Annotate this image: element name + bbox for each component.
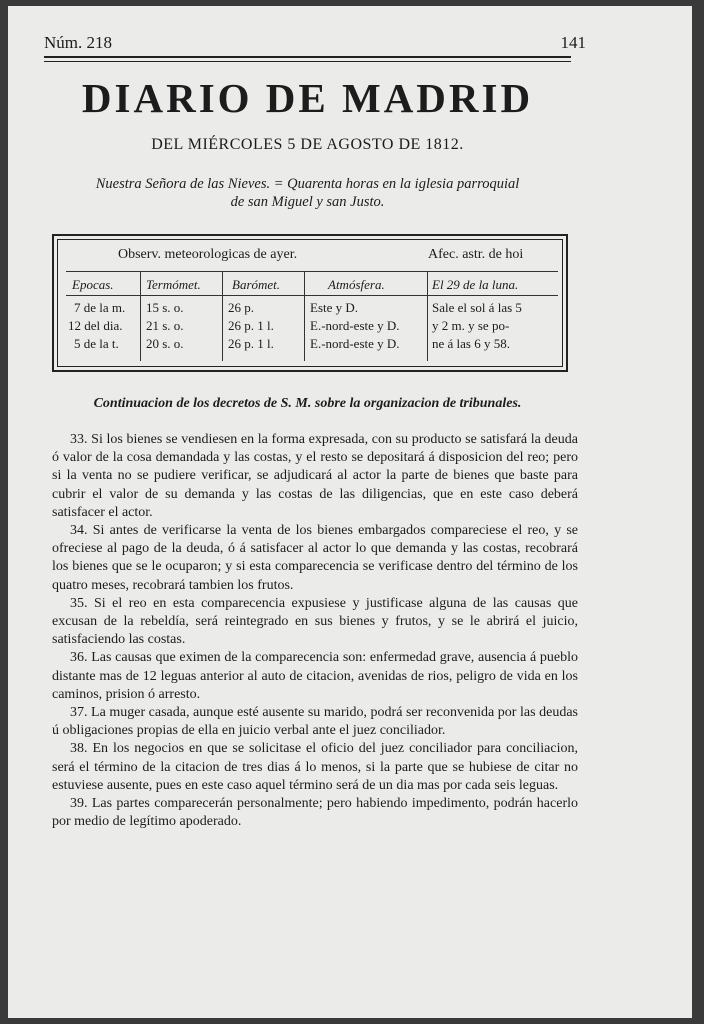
weather-table [52, 234, 568, 372]
col-header-termometro: Termómet. [146, 277, 201, 292]
weather-table-inner-border [57, 239, 563, 367]
page-number: 141 [560, 33, 586, 52]
issue-number: Núm. 218 [44, 33, 112, 52]
col-header-barometro: Barómet. [232, 277, 281, 292]
astro-line-2: y 2 m. y se po- [432, 318, 510, 333]
row2-atmo: E.-nord-este y D. [310, 318, 400, 333]
col-header-luna: El 29 de la luna. [432, 277, 519, 292]
row3-baro: 26 p. 1 l. [228, 336, 274, 351]
dateline: DEL MIÉRCOLES 5 DE AGOSTO DE 1812. [151, 136, 464, 153]
article-paragraph-39: 39. Las partes comparecerán personalmente; pero habiendo impedimento, podrán hacerlo por medio de legítimo apoderado. [52, 796, 578, 830]
article-paragraph-35: 35. Si el reo en esta comparecencia expusiese y justificase alguna de las causas que excusan de la rebeldía, será reintegrado en sus bienes y frutos, y se le abrirá el juicio, satisfaciendo las costas. [52, 595, 578, 648]
col-header-atmosfera: Atmósfera. [328, 277, 385, 292]
saint-line-1: Nuestra Señora de las Nieves. = Quarenta horas en la iglesia parroquial [95, 176, 520, 192]
astro-caption: Afec. astr. de hoi [428, 247, 524, 262]
weather-caption: Observ. meteorologicas de ayer. [118, 247, 298, 262]
row1-atmo: Este y D. [310, 300, 359, 315]
row1-epoca: 7 de la m. [74, 300, 126, 315]
masthead-title: DIARIO DE MADRID [81, 75, 534, 121]
header-rule-thick [44, 56, 571, 58]
article-body [52, 431, 578, 831]
col-divider-1 [140, 271, 141, 361]
row2-baro: 26 p. 1 l. [228, 318, 274, 333]
article-heading: Continuacion de los decretos de S. M. sobre la organizacion de tribunales. [93, 396, 522, 411]
article-paragraph-34: 34. Si antes de verificarse la venta de los bienes embargados compareciese el reo, y se ofreciese al pago de la deuda, ó á satisfacer al actor lo que demanda y las costas, recobrará los bienes que se le ocuparon; y si esta comparecencia se verificase dentro del término de los quatro meses, recobrará tambien los frutos. [52, 523, 578, 593]
astro-line-1: Sale el sol á las 5 [432, 300, 522, 315]
article-paragraph-37: 37. La muger casada, aunque esté ausente su marido, podrá ser reconvenida por las deudas ú obligaciones propias de ella en juicio verbal ante el juez conciliador. [52, 705, 578, 739]
saint-line-2: de san Miguel y san Justo. [230, 194, 385, 210]
article-paragraph-36: 36. Las causas que eximen de la comparecencia son: enfermedad grave, ausencia á pueblo distante mas de 12 leguas anterior al auto de citacion, avenidas de rios, peligro de vida en los caminos, prision ó arresto. [52, 650, 578, 702]
col-header-epocas: Epocas. [72, 277, 114, 292]
col-divider-4 [427, 271, 428, 361]
astro-line-3: ne á las 6 y 58. [432, 336, 510, 351]
row3-termo: 20 s. o. [146, 336, 184, 351]
header-rule-thin [44, 61, 571, 62]
row2-termo: 21 s. o. [146, 318, 184, 333]
article-paragraph-33: 33. Si los bienes se vendiesen en la forma expresada, con su producto se satisfará la deuda ó valor de la cosa demandada y las costas, y el resto se depositará á disposicion del reo; pero si la venta no se pudiere verificar, se adjudicará al actor la parte de bienes que baste para cubrir el valor de su demanda y las costas de las diligencias, que en este caso deberá satisfacer el actor. [52, 432, 578, 520]
row3-atmo: E.-nord-este y D. [310, 336, 400, 351]
saint-of-day [60, 175, 555, 211]
row3-epoca: 5 de la t. [74, 336, 119, 351]
row1-baro: 26 p. [228, 300, 254, 315]
col-divider-3 [304, 271, 305, 361]
article-paragraph-38: 38. En los negocios en que se solicitase el oficio del juez conciliador para conciliacion, será el término de la citacion de tres dias á lo menos, si la parte que se hubiese de citar no estuviese ausente, pues en este caso aquel término será de un dia mas por cada seis leguas. [52, 741, 578, 793]
row1-termo: 15 s. o. [146, 300, 184, 315]
col-divider-2 [222, 271, 223, 361]
row2-epoca: 12 del dia. [68, 318, 123, 333]
